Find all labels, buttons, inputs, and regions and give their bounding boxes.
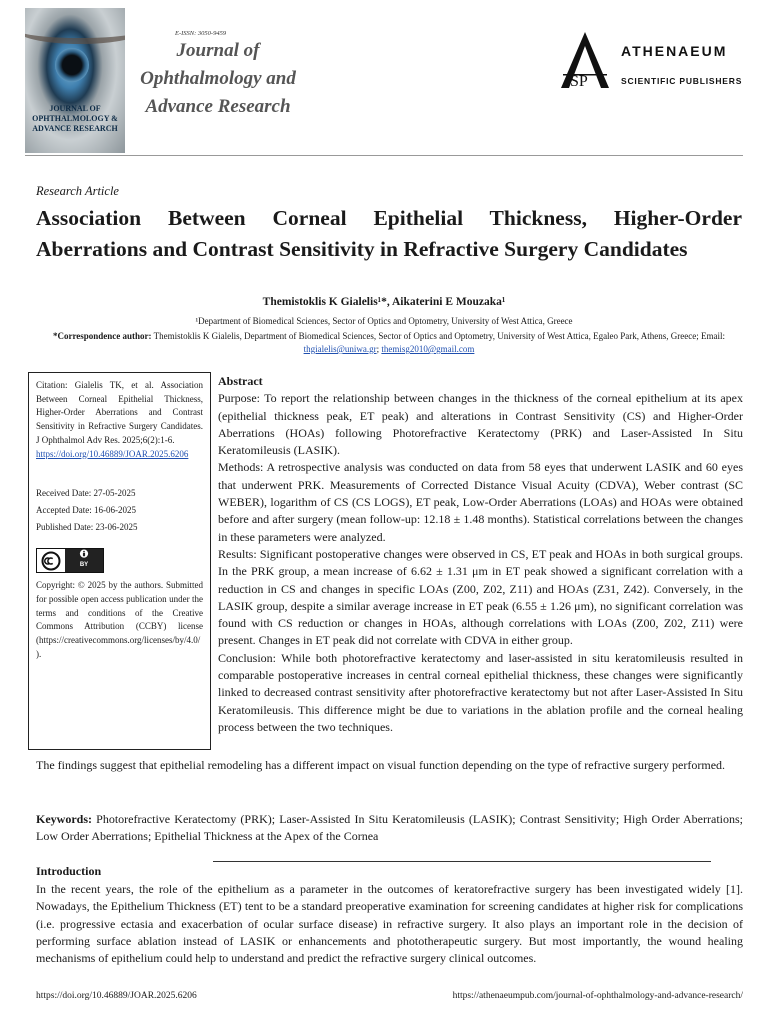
eye-pupil — [55, 48, 89, 82]
header-divider — [25, 155, 743, 156]
creative-commons-icon — [41, 551, 61, 571]
citation-text: Citation: Gialelis TK, et al. Association Between Corneal Epithelial Thickness, Higher-Order Aberrations and Contrast Sensitivity in Refractive Surgery Candidates. J Ophthalmol Adv Res. 2025;6(2):1-6. — [36, 380, 203, 445]
email-link-2[interactable]: themisg2010@gmail.com — [381, 344, 475, 354]
eyelid-shape — [25, 14, 125, 44]
publisher-name: ATHENAEUM — [621, 43, 728, 59]
doi-link[interactable]: https://doi.org/10.46889/JOAR.2025.6206 — [36, 448, 189, 459]
article-type: Research Article — [36, 184, 119, 198]
abstract-purpose: Purpose: To report the relationship between changes in the thickness of the corneal epithelium at its apex (epithelial thickness peak, ET peak) and alterations in Contrast Sensitivity (CS) and Higher-Order Aberrations (HOAs) following Photorefractive Keratectomy (PRK) and Laser-Assisted In Situ Keratomileusis (LASIK). — [218, 391, 743, 458]
cover-title: JOURNAL OF OPHTHALMOLOGY & ADVANCE RESEARCH — [32, 104, 118, 133]
issn: E-ISSN: 3050-9459 — [175, 30, 227, 37]
keywords — [36, 811, 743, 846]
affiliation: ¹Department of Biomedical Sciences, Sector of Optics and Optometry, University of West Attica, Greece — [195, 316, 573, 326]
copyright-text: Copyright: © 2025 by the authors. Submitted for possible open access publication under the terms and conditions of the Creative Commons Attribution (CCBY) license (https://creativecommons.org/licenses/by/4.0/). — [36, 580, 203, 659]
authors: Themistoklis K Gialelis¹*, Aikaterini E Mouzaka¹ — [262, 296, 506, 308]
published-date: Published Date: 23-06-2025 — [36, 521, 138, 532]
abstract-section — [218, 373, 743, 736]
journal-title: Journal of Ophthalmology and Advance Research — [140, 40, 296, 117]
email-separator: ; — [376, 344, 382, 354]
logo-letters: SP — [570, 73, 588, 90]
keywords-text: Photorefractive Keratectomy (PRK); Laser-Assisted In Situ Keratomileusis (LASIK); Contrast Sensitivity; High Order Aberrations; Low Order Aberrations; Epithelial Thickness at the Apex of the Cornea — [36, 812, 743, 844]
cc-by-label: BY — [79, 561, 89, 568]
article-title: Association Between Corneal Epithelial Thickness, Higher-Order Aberrations and Contrast Sensitivity in Refractive Surgery Candidates — [36, 206, 742, 261]
abstract-heading: Abstract — [218, 374, 263, 388]
correspondence-text: Themistoklis K Gialelis, Department of Biomedical Sciences, Sector of Optics and Optometry, University of West Attica, Egaleo Park, Athens, Greece; Email: — [151, 331, 726, 341]
keywords-label: Keywords: — [36, 812, 92, 826]
correspondence — [36, 330, 742, 356]
introduction-text: In the recent years, the role of the epithelium as a parameter in the outcomes of keratorefractive surgery has been investigated widely [1]. Nowadays, the Epithelium Thickness (ET) tent to be a standard preoperative examination for screening candidates at higher risk for complications (i.e. progressive ectasia and exacerbation of ocular surface disease) in refractive surgery. It also plays an important role in the decision of performing surface ablation instead of LASIK or enhancements and phototherapeutic surgery. But most importantly, the wound healing mechanisms of epithelium could help to understand and predict the refractive surgery clinical outcomes. — [36, 882, 743, 966]
email-link-1[interactable]: thgialelis@uniwa.gr — [303, 344, 377, 354]
abstract-methods: Methods: A retrospective analysis was conducted on data from 58 eyes that underwent LASIK and 60 eyes that underwent PRK. Measurements of Corrected Distance Visual Acuity (CDVA), Weber contrast (SC WEBER), logarithm of CS (CS LOGS), ET peak, Low-Order Aberrations (LOAs) and HOAs were obtained before and after surgery (mean follow-up: 12.18 ± 1.48 months). Statistical correlations between the changes in these parameters were analyzed. — [218, 460, 743, 544]
abstract-results: Results: Significant postoperative changes were observed in CS, ET peak and HOAs in both surgical groups. In the PRK group, a mean increase of 6.62 ± 1.31 μm in ET peak showed a significant correlation with a reduction in CS and changes in specific LOAs (Z00, Z02, Z11) and HOAs (Z31, Z42). Conversely, in the LASIK group, despite a similar average increase in ET peak (6.55 ± 1.26 μm), no significant correlation was found with CS reduction or changes in HOAs, although correlations with LOAs (Z00, Z02, Z11) were present. Changes in ET peak did not correlate with CDVA in either group. — [218, 546, 743, 648]
footer-doi[interactable]: https://doi.org/10.46889/JOAR.2025.6206 — [36, 991, 197, 1001]
footer-url[interactable]: https://athenaeumpub.com/journal-of-ophthalmology-and-advance-research/ — [452, 991, 743, 1001]
citation-sidebar — [28, 372, 211, 750]
received-date: Received Date: 27-05-2025 — [36, 488, 136, 499]
correspondence-label: *Correspondence author: — [52, 331, 152, 341]
cc-by-badge — [36, 548, 104, 573]
abstract-conclusion: Conclusion: While both photorefractive keratectomy and laser-assisted in situ keratomileusis resulted in comparable postoperative increases in central corneal epithelial thickness, these changes were significantly linked to decreased contrast sensitivity after photorefractive keratectomy but not after Laser-Assisted In Situ Keratomileusis. This difference might be due to variations in the ablation profile and the corneal healing process between the two techniques. — [218, 650, 743, 734]
athenaeum-logo-icon — [555, 30, 615, 90]
abstract-conclusion-continued: The findings suggest that epithelial remodeling has a different impact on visual function depending on the type of refractive surgery performed. — [36, 758, 726, 772]
dates-block — [36, 487, 203, 534]
accepted-date: Accepted Date: 16-06-2025 — [36, 504, 136, 515]
publisher-subtitle: SCIENTIFIC PUBLISHERS — [621, 76, 743, 86]
section-divider — [213, 861, 711, 862]
journal-cover-image — [25, 8, 125, 153]
introduction-heading: Introduction — [36, 864, 102, 878]
attribution-person-icon — [78, 549, 90, 558]
